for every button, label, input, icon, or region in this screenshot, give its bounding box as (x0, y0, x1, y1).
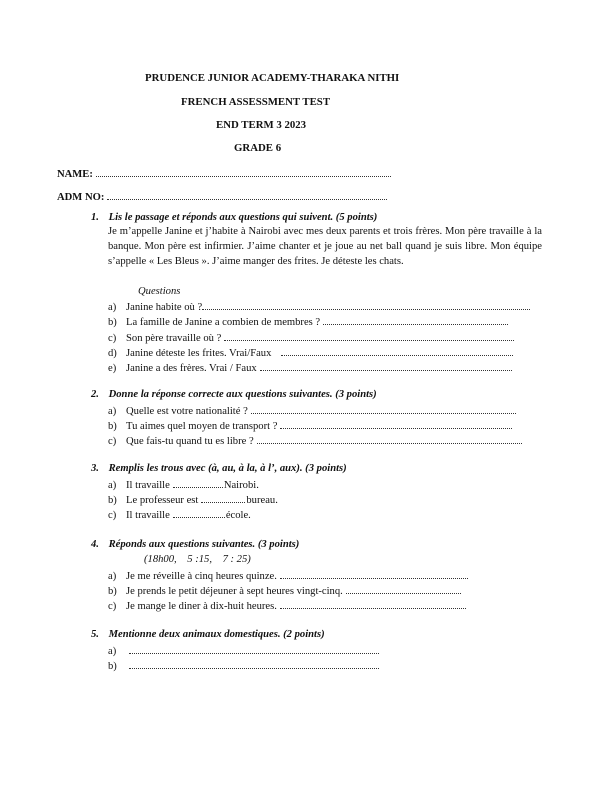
section-number: 2. (91, 389, 99, 400)
item-key: a) (108, 406, 117, 417)
term-label: END TERM 3 2023 (216, 119, 307, 131)
question-4a[interactable] (108, 569, 468, 583)
question-3b[interactable] (108, 493, 278, 507)
question-text: Nairobi. (223, 480, 259, 491)
question-text: Janine a des frères. Vrai / Faux (126, 363, 257, 374)
question-text: Il travaille (126, 510, 170, 521)
answer-blank[interactable] (173, 478, 223, 488)
section-title: Donne la réponse correcte aux questions suivantes. (3 points) (108, 389, 377, 400)
question-text: Janine habite où ? (126, 302, 203, 313)
answer-blank[interactable] (202, 300, 530, 310)
question-text: Janine déteste les frites. Vrai/Faux (126, 348, 272, 359)
name-label: NAME: (57, 169, 93, 180)
question-text: Quelle est votre nationalité ? (126, 406, 248, 417)
section-2-heading (91, 388, 377, 401)
answer-blank[interactable] (281, 346, 513, 356)
adm-field[interactable] (57, 190, 387, 204)
section-number: 3. (91, 463, 99, 474)
question-1b[interactable] (108, 315, 508, 329)
reading-passage: Je m’appelle Janine et j’habite à Nairobi avec mes deux parents et trois frères. Mon père travaille à la banque. Mon père est infirmier. J’aime chanter et je joue au net ball quand je suis libre. Mon équipe s’appelle « Les Bleus ». J’aime manger des frites. Je déteste les chats. (108, 226, 542, 268)
question-text: Tu aimes quel moyen de transport ? (126, 421, 278, 432)
question-1d[interactable] (108, 346, 513, 360)
answer-blank[interactable] (129, 659, 379, 669)
item-key: b) (108, 661, 117, 672)
section-title: Réponds aux questions suivantes. (3 points) (108, 539, 300, 550)
section-title: Mentionne deux animaux domestiques. (2 points) (108, 629, 325, 640)
name-field[interactable] (57, 167, 391, 181)
answer-blank[interactable] (251, 404, 516, 414)
question-5a[interactable] (108, 644, 379, 658)
question-text: Je me réveille à cinq heures quinze. (126, 571, 277, 582)
item-key: b) (108, 317, 117, 328)
question-4c[interactable] (108, 599, 466, 613)
item-key: e) (108, 363, 117, 374)
question-3c[interactable] (108, 508, 251, 522)
answer-blank[interactable] (173, 508, 225, 518)
question-text: école. (225, 510, 251, 521)
item-key: a) (108, 646, 117, 657)
answer-blank[interactable] (280, 419, 512, 429)
question-4b[interactable] (108, 584, 461, 598)
question-text: Je prends le petit déjeuner à sept heures vingt-cinq. (126, 586, 343, 597)
grade-label: GRADE 6 (234, 142, 282, 154)
name-blank[interactable] (96, 167, 391, 177)
section-1-heading (91, 211, 377, 224)
test-title: FRENCH ASSESSMENT TEST (181, 96, 331, 108)
section-3-heading (91, 462, 347, 475)
answer-blank[interactable] (257, 434, 522, 444)
times-hint: (18h00, 5 :15, 7 : 25) (144, 554, 251, 565)
item-key: b) (108, 421, 117, 432)
item-key: c) (108, 601, 117, 612)
answer-blank[interactable] (224, 331, 514, 341)
section-number: 1. (91, 212, 99, 223)
answer-blank[interactable] (260, 361, 512, 371)
item-key: c) (108, 436, 117, 447)
section-5-heading (91, 628, 325, 641)
school-name: PRUDENCE JUNIOR ACADEMY-THARAKA NITHI (145, 72, 400, 84)
item-key: c) (108, 333, 117, 344)
question-text: Son père travaille où ? (126, 333, 222, 344)
item-key: b) (108, 495, 117, 506)
section-number: 5. (91, 629, 99, 640)
question-2c[interactable] (108, 434, 522, 448)
question-text: bureau. (246, 495, 278, 506)
question-3a[interactable] (108, 478, 259, 492)
section-title: Lis le passage et réponds aux questions qui suivent. (5 points) (108, 212, 378, 223)
item-key: a) (108, 302, 117, 313)
answer-blank[interactable] (280, 599, 466, 609)
question-5b[interactable] (108, 659, 379, 673)
question-text: Que fais-tu quand tu es libre ? (126, 436, 254, 447)
adm-label: ADM NO: (57, 192, 105, 203)
question-1e[interactable] (108, 361, 512, 375)
answer-blank[interactable] (323, 315, 508, 325)
question-1a[interactable] (108, 300, 530, 314)
question-text: La famille de Janine a combien de membres ? (126, 317, 321, 328)
item-key: c) (108, 510, 117, 521)
section-4-heading (91, 538, 299, 551)
answer-blank[interactable] (201, 493, 245, 503)
item-key: d) (108, 348, 117, 359)
answer-blank[interactable] (129, 644, 379, 654)
item-key: a) (108, 480, 117, 491)
question-1c[interactable] (108, 331, 514, 345)
question-text: Je mange le diner à dix-huit heures. (126, 601, 277, 612)
item-key: a) (108, 571, 117, 582)
section-number: 4. (91, 539, 99, 550)
question-text: Il travaille (126, 480, 170, 491)
answer-blank[interactable] (280, 569, 468, 579)
question-text: Le professeur est (126, 495, 199, 506)
question-2b[interactable] (108, 419, 512, 433)
item-key: b) (108, 586, 117, 597)
questions-subtitle: Questions (138, 286, 181, 297)
question-2a[interactable] (108, 404, 516, 418)
adm-blank[interactable] (107, 190, 387, 200)
section-title: Remplis les trous avec (à, au, à la, à l’, aux). (3 points) (108, 463, 347, 474)
answer-blank[interactable] (346, 584, 461, 594)
